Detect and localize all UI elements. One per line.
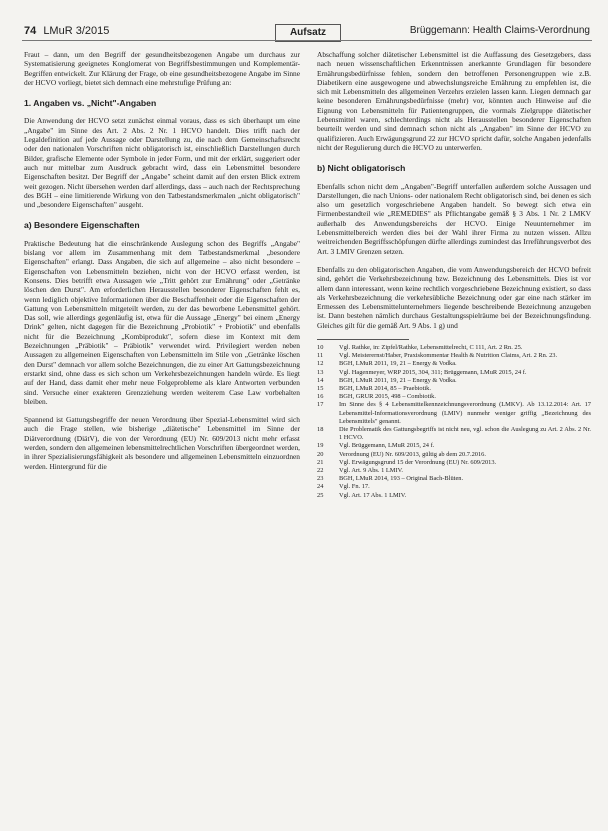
paragraph: Ebenfalls schon nicht dem „Angaben"-Begriff unterfallen außerdem solche Aussagen und Darstellungen, die nach Unions- oder nationalem Recht obligatorisch sind, bei denen es sich also um gesetzlich vorgeschriebene Angaben handelt. So bewegt sich etwa ein Firmenbestandteil wie „REMEDIES" als Pflichtangabe gemäß § 3 Abs. 1 Nr. 2 LMKV außerhalb des Anwendungsbereichs der HCVO. Einige Neuunternehmer im Lebensmittelbereich werden dies bei der Wahl ihrer Firma zu nutzen wissen. Allzu weitreichenden Begriffsschöpfungen dürfte allerdings zumindest das Irreführungsverbot des Art. 3 LMIV Grenzen setzen. [317,181,591,256]
footnote-text: Vgl. Art. 17 Abs. 1 LMIV. [339,491,407,499]
footnote-number: 21 [317,458,324,466]
footnote-number: 20 [317,450,324,458]
footnote-text: BGH, GRUR 2015, 498 – Combiotik. [339,393,436,401]
journal-issue: LMuR 3/2015 [43,25,110,37]
footnote [317,385,591,393]
footnote-text: BGH, LMuR 2014, 193 – Original Bach-Blüten. [339,475,464,483]
subsection-heading: b) Nicht obligatorisch [317,163,406,174]
paragraph: Praktische Bedeutung hat die einschränkende Auslegung schon des Begriffs „Angabe" bislang vor allem im Zusammenhang mit dem Tatbestandsmerkmal „besondere Eigenschaften" erlangt. Dass Angaben, die sich auf allgemeine – also nicht besondere – Eigenschaften von Lebensmitteln beziehen, nicht von der HCVO erfasst werden, ist Konsens. Dies betrifft etwa Aussagen wie „Tritt gehört zur Ernährung" oder „Getränke löschen den Durst". Am erforderlichen Herausstellen besonderer Eigenschaften fehlt es, wenn lediglich objektive Informationen über die Beschaffenheit oder die Eigenschaften der Gattung von Lebensmitteln mitgeteilt werden, zu der das beworbene Lebensmittel gehört. Das soll, wie allerdings gegenläufig ist, etwa für die Aussage „Energy" bei einem „Energy Drink" gelten, nicht dagegen für die Bezeichnung „Probiotik" + Probiotik" und ebenfalls nicht für die Bezeichnung „Kombiprodukt", sofern diese im Kontext mit dem Bezeichnungen „Präbiotik" – Präbiotik" verwendet wird. Privilegiert werden neben Aussagen zu allgemeinen Eigenschaften von Lebensmitteln im Stile von „Getränke löschen den Durst" demnach vor allem solche Bezeichnungen, die zu einer Art Gattungsbezeichnung erstarkt sind, ohne dass es sich schon um Verkehrsbezeichnungen handeln würde. Es liegt auf der Hand, dass damit eher mehr neue Folgeprobleme als klare Antworten verbunden sind. Versuche einer exakteren Grenzziehung werden weiterem Case Law vorbehalten bleiben. [24,238,300,406]
footnote [317,377,591,385]
footnote [317,393,591,401]
footnote-number: 15 [317,385,324,393]
footnote-number: 13 [317,368,324,376]
footnote-number: 17 [317,401,324,409]
footnote [317,360,591,368]
footnote-text: Verordnung (EU) Nr. 609/2013, gültig ab dem 20.7.2016. [339,450,486,458]
left-column [24,50,300,480]
header-left [24,25,109,37]
footnote [317,426,591,442]
footnote-number: 16 [317,393,324,401]
paragraph: Spannend ist Gattungsbegriffe der neuen Verordnung über Spezial-Lebensmittel wird sich auch die Frage stellen, wie bisherige „diätetische" Lebensmittel im Sinne der Diätverordnung (DiätV), die von der Verordnung (EU) Nr. 609/2013 nicht mehr erfasst werden, sondern den allgemeinen lebensmittelrechtlichen Vorschriften übergeordnet werden, in ihrer Spezialisierungsfähigkeit als besondere und allgemeinen Lebensmitteln einzuordnen werden. Hintergrund für die [24,415,300,471]
footnote-number: 24 [317,483,324,491]
footnote-number: 25 [317,491,324,499]
footnote-number: 19 [317,442,324,450]
paragraph: Die Anwendung der HCVO setzt zunächst einmal voraus, dass es sich überhaupt um eine „Angabe" im Sinne des Art. 2 Abs. 2 Nr. 1 HCVO handelt. Dies trifft nach der Legaldefinition auf jede Aussage oder Darstellung zu, die nach dem Gemeinschaftsrecht oder den nationalen Vorschriften nicht obligatorisch ist, einschließlich Darstellungen durch Bilder, grafische Elemente oder Symbole in jeder Form, und mit der erklärt, suggeriert oder auch nur mittelbar zum Ausdruck gebracht wird, dass ein Lebensmittel besondere Eigenschaften besitzt. Der Begriff der „Angabe" scheint damit auf den ersten Blick extrem weit gezogen. Nicht übersehen werden darf allerdings, dass – auch nach der Rechtsprechung des BGH – eine limitierende Wirkung von den Tatbestandsmerkmalen „nicht obligatorisch" und „besondere Eigenschaften" ausgeht. [24,116,300,210]
footnote-text: Vgl. Erwägungsgrund 15 der Verordnung (EU) Nr. 609/2013. [339,458,497,466]
footnote-number: 22 [317,467,324,475]
footnote-number: 11 [317,352,324,360]
footnote-number: 23 [317,475,324,483]
footnote-text: Vgl. Art. 9 Abs. 1 LMIV. [339,467,403,475]
section-label: Aufsatz [275,24,341,42]
subsection-heading: a) Besondere Eigenschaften [24,220,140,231]
footnote-text: Vgl. Rathke, in: Zipfel/Rathke, Lebensmittelrecht, C 111, Art. 2 Rn. 25. [339,344,523,352]
paragraph: Ebenfalls zu den obligatorischen Angaben, die vom Anwendungsbereich der HCVO befreit sind, gehört die Verkehrsbezeichnung bzw. Bezeichnung des Lebensmittels. Dies ist vor allem dann interessant, wenn keine rechtlich vorgeschriebene Bezeichnung existiert, so dass als Verkehrsbezeichnung die verkehrsübliche Bezeichnung oder gar eine nach stärker im Ermessen des Lebensmittelunternehmers liegende beschreibende Bezeichnung anzugeben ist. Dann bestehen nämlich durchaus Gestaltungsspielräume bei der Bezeichnungsfindung. Gleiches gilt für die gemäß Art. 9 Abs. 1 g) und [317,264,591,330]
footnote [317,442,591,450]
paragraph: Fraut – dann, um den Begriff der gesundheitsbezogenen Angabe um durchaus zur Systematisierung geeignetes Konglomerat von Begriffsbestimmungen und Komplementär-Begriffen entwickelt. Zur Klärung der Frage, ob eine gesundheitsbezogene Angabe im Sinne der HCVO vorliegt, bietet sich demnach eine mehrstufige Prüfung an: [24,50,300,87]
footnote-text: Vgl. Hagenmeyer, WRP 2015, 304, 311; Brüggemann, LMuR 2015, 24 f. [339,368,527,376]
footnote [317,475,591,483]
footnote-number: 18 [317,426,324,434]
footnote-number: 14 [317,376,324,384]
paragraph: Abschaffung solcher diätetischer Lebensmittel ist die Auffassung des Gesetzgebers, dass nach neuen wissenschaftlichen Erkenntnissen anerkannte Grundlagen für besondere Ernährungsbedürfnisse fehlen, sondern den betroffenen Personengruppen wie z.B. Diabetikern eine ausgewogene und abwechslungsreiche Ernährung zu empfehlen ist, die sich mit Lebensmitteln des allgemeinen Verzehrs erzielen lassen kann. Liegen demnach gar keine besonderen Ernährungsbedürfnisse (mehr) vor, könnten auch Hinweise auf die Eignung von Lebensmitteln für Patientengruppen, die vormals Zielgruppe diätetischer Lebensmittel waren, schlechterdings nicht als Herausstellen besonderer Eigenschaften beurteilt werden und sind demnach schon nicht als „Angaben" im Sinne der HCVO zu qualifizieren. Auch Erwägungsgrund 22 zur HCVO spricht dafür, solche Angaben jedenfalls nicht der Regulierung durch die HCVO zu unterwerfen. [317,50,591,152]
footnote-text: Vgl. Fn. 17. [339,483,370,491]
footnote-text: Die Problematik des Gattungsbegriffs ist nicht neu, vgl. schon die Auslegung zu Art. 2 Abs. 2 Nr. 1 HCVO. [339,426,591,442]
footnote-text: Vgl. Brüggemann, LMuR 2015, 24 f. [339,442,435,450]
footnotes [317,344,591,500]
footnote [317,451,591,459]
page-number: 74 [24,25,37,37]
footnote-text: Im Sinne des § 4 Lebensmittelkennzeichnungsverordnung (LMKV). Ab 13.12.2014: Art. 17 Lebensmittel-Informationsverordnung (LMIV) nunmehr weniger griffig „Bezeichnung des Lebensmittels" genannt. [339,401,591,425]
running-title: Brüggemann: Health Claims-Verordnung [409,25,590,36]
footnote [317,467,591,475]
footnote [317,492,591,500]
footnote-text: BGH, LMuR 2011, 19, 21 – Energy & Vodka. [339,360,457,368]
footnote [317,352,591,360]
footnote [317,401,591,426]
footnote-text: BGH, LMuR 2014, 85 – Praebiotik. [339,385,431,393]
footnote [317,459,591,467]
section-heading: 1. Angaben vs. „Nicht"-Angaben [24,98,157,109]
header-rule [22,40,592,41]
right-column [317,50,591,500]
footnote [317,344,591,352]
footnote [317,483,591,491]
footnote-divider [317,339,409,340]
footnote-text: Vgl. Meisterernst/Haber, Praxiskommentar Health & Nutrition Claims, Art. 2 Rn. 23. [339,352,558,360]
footnote [317,369,591,377]
footnote-number: 12 [317,360,324,368]
page-header [0,0,608,40]
footnote-number: 10 [317,344,324,352]
footnote-text: BGH, LMuR 2011, 19, 21 – Energy & Vodka. [339,376,457,384]
